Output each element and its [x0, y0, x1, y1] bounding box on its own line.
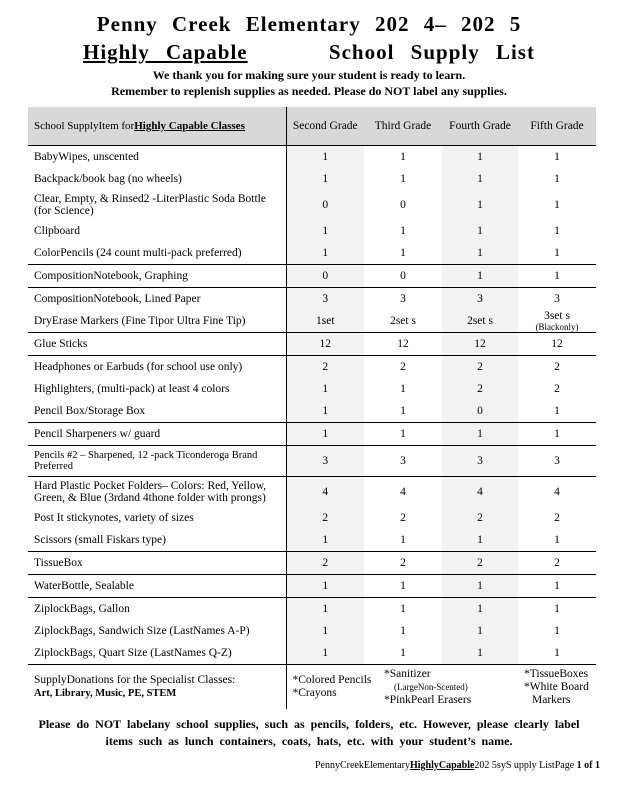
quantity-cell: 1: [518, 265, 596, 288]
quantity-cell: 2: [554, 383, 560, 395]
quantity-cell: 1: [364, 575, 442, 598]
quantity-cell: 1: [518, 575, 596, 598]
quantity-cell: 1: [554, 405, 560, 417]
quantity-cell: 0: [286, 190, 364, 220]
quantity-cell: 1: [400, 647, 406, 659]
quantity-cell: 1: [554, 647, 560, 659]
quantity-cell: 1: [554, 225, 560, 237]
donations-label: SupplyDonations for the Specialist Classes: Art, Library, Music, PE, STEM: [28, 665, 286, 710]
quantity-cell: 1: [364, 423, 442, 446]
table-row: [28, 190, 596, 220]
quantity-cell: 1: [518, 423, 596, 446]
table-row: [28, 400, 596, 423]
quantity-cell: 3: [364, 288, 442, 311]
quantity-cell: 4: [364, 477, 442, 508]
supply-item: Pencil Box/Storage Box: [28, 400, 286, 423]
quantity-cell: 1: [442, 168, 518, 190]
supply-item: CompositionNotebook, Lined Paper: [28, 288, 286, 311]
quantity-cell: 2: [518, 552, 596, 575]
table-row: [28, 168, 596, 190]
quantity-cell: 1: [286, 146, 364, 169]
quantity-cell: 1: [286, 378, 364, 400]
quantity-cell: 2: [442, 552, 518, 575]
quantity-cell: 1: [442, 265, 518, 288]
supply-item: ColorPencils (24 count multi-pack preferred): [28, 242, 286, 265]
supply-item: ZiplockBags, Quart Size (LastNames Q-Z): [28, 642, 286, 665]
donation-list: *TissueBoxes *White Board Markers: [518, 665, 596, 710]
table-row: [28, 620, 596, 642]
quantity-cell: 12: [518, 333, 596, 356]
quantity-cell: 12: [364, 333, 442, 356]
supply-item: Glue Sticks: [28, 333, 286, 356]
reminder-text: Remember to replenish supplies as needed. Please do NOT label any supplies.: [111, 84, 507, 98]
quantity-cell: 3: [518, 446, 596, 477]
quantity-cell: 1: [400, 625, 406, 637]
table-row: [28, 378, 596, 400]
quantity-cell: 1: [442, 529, 518, 552]
quantity-cell: 1: [286, 575, 364, 598]
quantity-cell: 2: [442, 507, 518, 529]
quantity-cell: 1: [554, 534, 560, 546]
quantity-cell: 3: [364, 446, 442, 477]
page-footer: PennyCreekElementaryHighlyCapable202 5syS upply ListPage 1 of 1: [314, 760, 600, 771]
quantity-cell: 2: [442, 356, 518, 379]
table-row: [28, 423, 596, 446]
table-row: [28, 220, 596, 242]
supply-item: Post It stickynotes, variety of sizes: [28, 507, 286, 529]
quantity-cell: 1: [554, 625, 560, 637]
quantity-cell: 2: [400, 512, 406, 524]
quantity-note: (Blackonly): [535, 322, 579, 332]
grade-header: Fourth Grade: [442, 107, 518, 146]
supply-item: Clear, Empty, & Rinsed2 -LiterPlastic Soda Bottle (for Science): [28, 190, 286, 220]
quantity-cell: 1: [364, 598, 442, 621]
grade-header: Third Grade: [364, 107, 442, 146]
table-row: [28, 575, 596, 598]
supply-item: Scissors (small Fiskars type): [28, 529, 286, 552]
donation-list: *Colored Pencils *Crayons: [286, 665, 364, 710]
supply-item: WaterBottle, Sealable: [28, 575, 286, 598]
supply-item: DryErase Markers (Fine Tipor Ultra Fine Tip): [28, 310, 286, 333]
table-row: [28, 288, 596, 311]
quantity-cell: 1: [442, 423, 518, 446]
donations-row: [28, 665, 596, 710]
quantity-cell: 3: [442, 288, 518, 311]
quantity-cell: 2: [286, 356, 364, 379]
quantity-cell: 1: [442, 146, 518, 169]
quantity-cell: 1: [554, 173, 560, 185]
quantity-cell: 1: [518, 146, 596, 169]
document-title: Penny Creek Elementary 202 4– 202 5: [96, 12, 522, 36]
quantity-cell: 4: [518, 477, 596, 508]
quantity-cell: 2set s: [390, 315, 416, 327]
quantity-cell: 12: [442, 333, 518, 356]
quantity-cell: 3: [286, 288, 364, 311]
quantity-cell: 4: [442, 477, 518, 508]
quantity-cell: 1: [442, 620, 518, 642]
table-row: [28, 642, 596, 665]
quantity-cell: 0: [286, 265, 364, 288]
table-row: [28, 477, 596, 508]
quantity-cell: 4: [286, 477, 364, 508]
supply-item: BabyWipes, unscented: [28, 146, 286, 169]
grade-header: Fifth Grade: [518, 107, 596, 146]
quantity-cell: 1: [286, 168, 364, 190]
quantity-cell: 1: [286, 220, 364, 242]
supply-item: Highlighters, (multi-pack) at least 4 colors: [28, 378, 286, 400]
supply-list-heading: School Supply List: [328, 40, 535, 64]
supply-item: Hard Plastic Pocket Folders– Colors: Red, Yellow, Green, & Blue (3rdand 4thone folder with prongs): [28, 477, 286, 508]
donation-list: *Sanitizer (LargeNon-Scented) *PinkPearl Erasers: [364, 665, 518, 710]
quantity-cell: 1: [442, 242, 518, 265]
supply-item: Backpack/book bag (no wheels): [28, 168, 286, 190]
table-row: [28, 529, 596, 552]
quantity-cell: 1: [442, 575, 518, 598]
table-row: [28, 146, 596, 169]
table-row: [28, 598, 596, 621]
quantity-cell: 12: [286, 333, 364, 356]
quantity-cell: 3: [442, 446, 518, 477]
table-row: [28, 552, 596, 575]
quantity-cell: 1: [364, 146, 442, 169]
quantity-cell: 1: [442, 190, 518, 220]
supply-item: Pencils #2 – Sharpened, 12 -pack Ticonderoga Brand Preferred: [28, 446, 286, 477]
quantity-cell: 1: [286, 242, 364, 265]
table-row: [28, 507, 596, 529]
supply-item: Pencil Sharpeners w/ guard: [28, 423, 286, 446]
quantity-cell: 2: [518, 356, 596, 379]
quantity-cell: 0: [400, 199, 406, 211]
highly-capable-heading: Highly Capable: [83, 40, 248, 64]
quantity-cell: 1: [400, 383, 406, 395]
quantity-cell: 1: [286, 400, 364, 423]
quantity-cell: 1: [286, 529, 364, 552]
quantity-cell: 1set: [286, 310, 364, 333]
quantity-cell: 1: [286, 642, 364, 665]
quantity-cell: 1: [400, 225, 406, 237]
table-row: [28, 310, 596, 333]
quantity-cell: 1: [400, 405, 406, 417]
quantity-cell: 2: [364, 552, 442, 575]
quantity-cell: 2set s: [442, 310, 518, 333]
supply-item: TissueBox: [28, 552, 286, 575]
supply-item: ZiplockBags, Sandwich Size (LastNames A-P): [28, 620, 286, 642]
quantity-cell: 1: [286, 598, 364, 621]
quantity-cell: 1: [554, 247, 560, 259]
quantity-cell: 3: [286, 446, 364, 477]
table-row: [28, 446, 596, 477]
thanks-text: We thank you for making sure your student is ready to learn.: [152, 68, 466, 82]
quantity-cell: 2: [286, 507, 364, 529]
supply-item: Clipboard: [28, 220, 286, 242]
quantity-cell: 1: [442, 598, 518, 621]
quantity-cell: 0: [364, 265, 442, 288]
quantity-cell: 1: [518, 598, 596, 621]
table-header-row: [28, 107, 596, 146]
grade-header: Second Grade: [286, 107, 364, 146]
quantity-cell: 2: [364, 356, 442, 379]
quantity-cell: 1: [400, 247, 406, 259]
table-row: [28, 242, 596, 265]
document-subtitle: [0, 40, 618, 65]
quantity-cell: 0: [442, 400, 518, 423]
supply-table: [28, 107, 596, 709]
supply-item: CompositionNotebook, Graphing: [28, 265, 286, 288]
item-column-header: School SupplyItem forHighly Capable Classes: [28, 107, 286, 146]
supply-item: Headphones or Earbuds (for school use only): [28, 356, 286, 379]
quantity-cell: 2: [442, 378, 518, 400]
supply-item: ZiplockBags, Gallon: [28, 598, 286, 621]
quantity-cell: 1: [286, 423, 364, 446]
footer-note: Please do NOT labelany school supplies, such as pencils, folders, etc. However, please clearly label items such as lunch containers, coats, hats, etc. with your student’s name.: [38, 717, 580, 748]
table-row: [28, 265, 596, 288]
quantity-cell: 1: [400, 534, 406, 546]
quantity-cell: 3set s (Blackonly): [518, 310, 596, 333]
quantity-cell: 1: [554, 199, 560, 211]
quantity-cell: 1: [442, 220, 518, 242]
quantity-cell: 1: [286, 620, 364, 642]
quantity-cell: 1: [442, 642, 518, 665]
quantity-cell: 1: [400, 173, 406, 185]
quantity-cell: 2: [286, 552, 364, 575]
table-row: [28, 333, 596, 356]
table-row: [28, 356, 596, 379]
quantity-cell: 3: [518, 288, 596, 311]
quantity-cell: 2: [554, 512, 560, 524]
